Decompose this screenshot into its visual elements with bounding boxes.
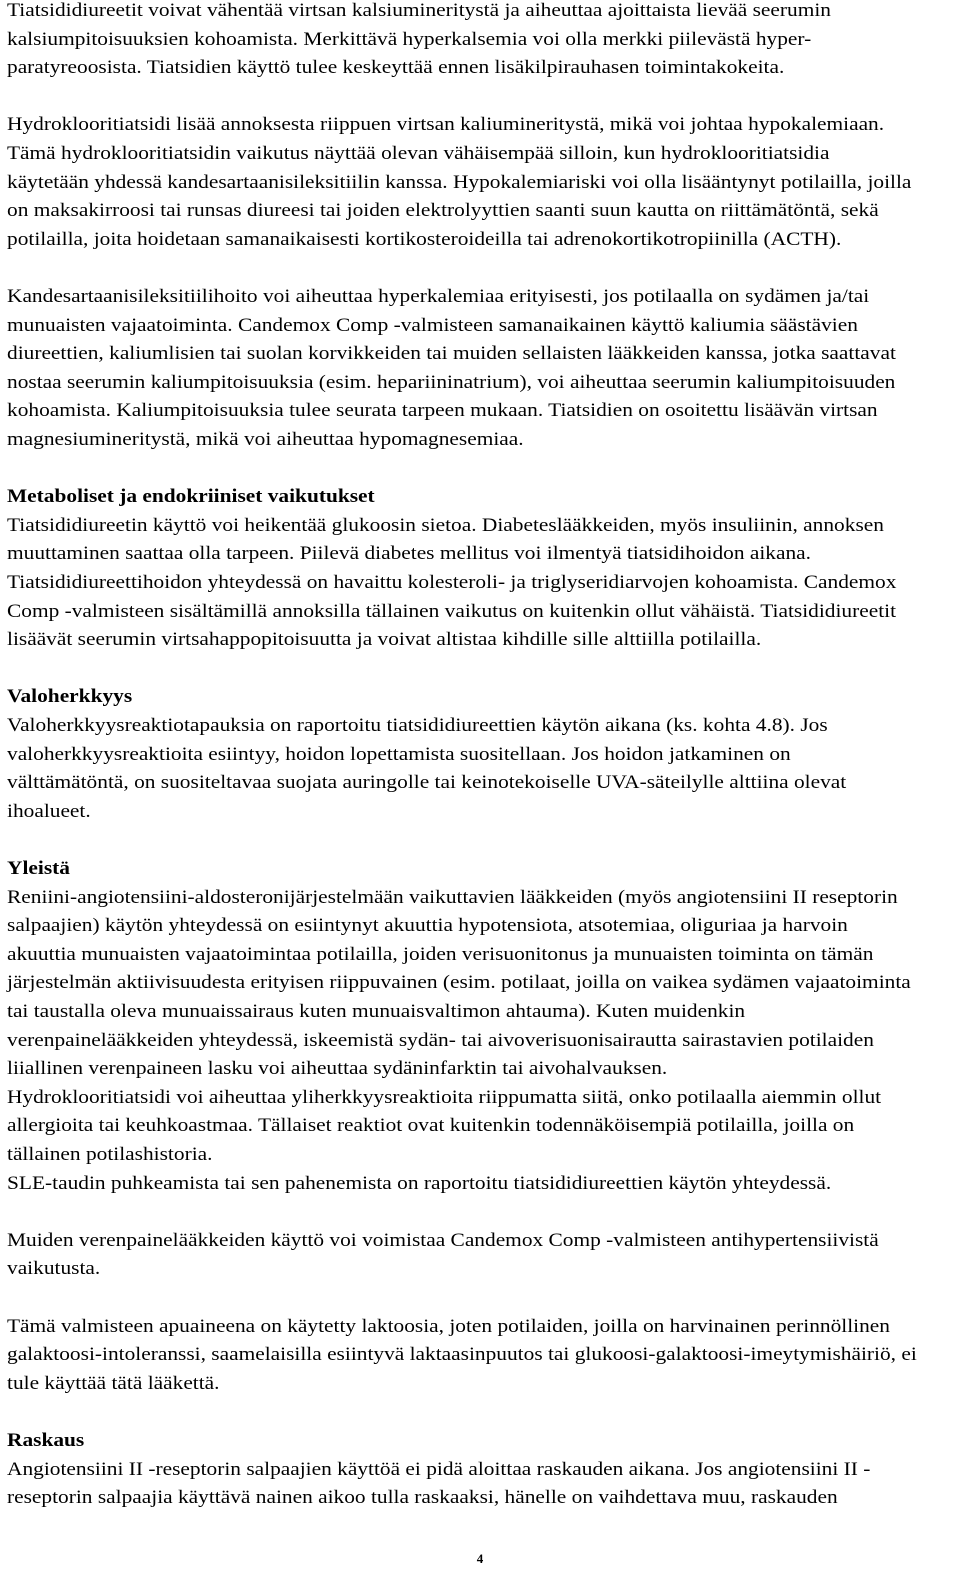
text-line: allergioita tai keuhkoastmaa. Tällaiset reaktiot ovat kuitenkin todennäköisempiä potilailla, joilla on — [7, 1115, 855, 1137]
text-line: kalsiumpitoisuuksien kohoamista. Merkittävä hyperkalsemia voi olla merkki piilevästä hyper- — [7, 28, 812, 50]
section-heading: Yleistä — [7, 858, 70, 879]
text-line: järjestelmän aktiivisuudesta erityisen riippuvainen (esim. potilaat, joilla on vaikea sydämen vajaatoiminta — [7, 972, 911, 994]
text-line: valoherkkyysreaktioita esiintyy, hoidon lopettamista suositellaan. Jos hoidon jatkaminen on — [7, 743, 791, 765]
text-line: SLE-taudin puhkeamista tai sen pahenemista on raportoitu tiatsididiureettien käytön yhteydessä. — [7, 1172, 832, 1194]
page-number: 4 — [476, 1551, 484, 1566]
text-line: tällainen potilashistoria. — [7, 1144, 213, 1165]
text-line: Tiatsididiureetin käyttö voi heikentää glukoosin sietoa. Diabeteslääkkeiden, myös insuliinin, annoksen — [7, 514, 884, 536]
text-line: liiallinen verenpaineen lasku voi aiheuttaa sydäninfarktin tai aivohalvauksen. — [7, 1058, 668, 1080]
text-line: paratyreoosista. Tiatsidien käyttö tulee keskeyttää ennen lisäkilpirauhasen toimintakokeita. — [7, 57, 785, 79]
text-line: Angiotensiini II -reseptorin salpaajien käyttöä ei pidä aloittaa raskauden aikana. Jos angiotensiini II - — [7, 1458, 871, 1480]
text-line: Tämä hydroklooritiatsidin vaikutus näyttää olevan vähäisempää silloin, kun hydroklooritiatsidia — [7, 143, 830, 164]
text-line: Kandesartaanisileksitiilihoito voi aiheuttaa hyperkalemiaa erityisesti, jos potilaalla on sydämen ja/tai — [7, 286, 870, 307]
text-line: Hydroklooritiatsidi voi aiheuttaa yliherkkyysreaktioita riippumatta siitä, onko potilaalla aiemmin ollut — [7, 1086, 882, 1108]
section-heading: Valoherkkyys — [7, 686, 133, 708]
text-line: galaktoosi-intoleranssi, saamelaisilla esiintyvä laktaasinpuutos tai glukoosi-galaktoosi-imeytymishäiriö, ei — [7, 1344, 917, 1366]
section-heading: Metaboliset ja endokriiniset vaikutukset — [7, 486, 375, 508]
text-line: potilailla, joita hoidetaan samanaikaisesti kortikosteroideilla tai adrenokortikotropiinilla (ACTH). — [7, 228, 842, 250]
text-line: Tämä valmisteen apuaineena on käytetty laktoosia, joten potilaiden, joilla on harvinainen perinnöllinen — [7, 1315, 890, 1337]
text-line: tule käyttää tätä lääkettä. — [7, 1372, 220, 1394]
text-line: verenpainelääkkeiden yhteydessä, iskeemistä sydän- tai aivoverisuonisairautta sairastavien potilaiden — [7, 1029, 874, 1051]
text-line: diureettien, kaliumlisien tai suolan korvikkeiden tai muiden sellaisten lääkkeiden kanssa, jotka saattavat — [7, 343, 896, 365]
text-line: Tiatsididiureetit voivat vähentää virtsan kalsiumineritystä ja aiheuttaa ajoittaista lievää seerumin — [7, 0, 831, 21]
text-line: tai taustalla oleva munuaissairaus kuten munuaisvaltimon ahtauma). Kuten muidenkin — [7, 1001, 746, 1022]
text-line: munuaisten vajaatoiminta. Candemox Comp -valmisteen samanaikainen käyttö kaliumia säästävien — [7, 314, 858, 336]
text-line: Hydroklooritiatsidi lisää annoksesta riippuen virtsan kaliumineritystä, mikä voi johtaa hypokalemiaan. — [7, 114, 885, 136]
text-line: Muiden verenpainelääkkeiden käyttö voi voimistaa Candemox Comp -valmisteen antihypertensiivistä — [7, 1229, 879, 1251]
text-line: reseptorin salpaajia käyttävä nainen aikoo tulla raskaaksi, hänelle on vaihdettava muu, raskauden — [7, 1487, 838, 1509]
text-line: magnesiumineritystä, mikä voi aiheuttaa hypomagnesemiaa. — [7, 429, 524, 450]
text-line: lisäävät seerumin virtsahappopitoisuutta ja voivat altistaa kihdille sille alttiilla potilailla. — [7, 629, 762, 651]
text-line: Valoherkkyysreaktiotapauksia on raportoitu tiatsididiureettien käytön aikana (ks. kohta 4.8). Jos — [7, 715, 828, 736]
section-heading: Raskaus — [7, 1430, 85, 1451]
text-line: vaikutusta. — [7, 1258, 101, 1280]
text-line: akuuttia munuaisten vajaatoimintaa potilailla, joiden verisuonitonus ja munuaisten toiminta on tämän — [7, 943, 874, 965]
text-line: salpaajien) käytön yhteydessä on esiintynyt akuuttia hypotensiota, atsotemiaa, oliguriaa ja harvoin — [7, 915, 848, 937]
text-line: kohoamista. Kaliumpitoisuuksia tulee seurata tarpeen mukaan. Tiatsidien on osoitettu lisäävän virtsan — [7, 400, 878, 422]
text-line: Comp -valmisteen sisältämillä annoksilla tällainen vaikutus on kuitenkin ollut vähäistä. Tiatsididiureetit — [7, 600, 897, 622]
text-line: on maksakirroosi tai runsas diureesi tai joiden elektrolyyttien saanti suun kautta on riittämätöntä, sekä — [7, 200, 879, 222]
text-line: välttämätöntä, on suositeltavaa suojata auringolle tai keinotekoiselle UVA-säteilylle alttiina olevat — [7, 772, 847, 794]
text-line: nostaa seerumin kaliumpitoisuuksia (esim. hepariininatrium), voi aiheuttaa seerumin kaliumpitoisuuden — [7, 371, 896, 393]
text-line: ihoalueet. — [7, 800, 91, 822]
text-line: käytetään yhdessä kandesartaanisileksitiilin kanssa. Hypokalemiariski voi olla lisääntynyt potilailla, joilla — [7, 171, 912, 193]
text-line: Tiatsididiureettihoidon yhteydessä on havaittu kolesteroli- ja triglyseridiarvojen kohoamista. Candemox — [7, 572, 897, 593]
text-line: muuttaminen saattaa olla tarpeen. Piilevä diabetes mellitus voi ilmentyä tiatsidihoidon aikana. — [7, 543, 812, 565]
text-line: Reniini-angiotensiini-aldosteronijärjestelmään vaikuttavien lääkkeiden (myös angiotensiini II reseptorin — [7, 886, 898, 908]
